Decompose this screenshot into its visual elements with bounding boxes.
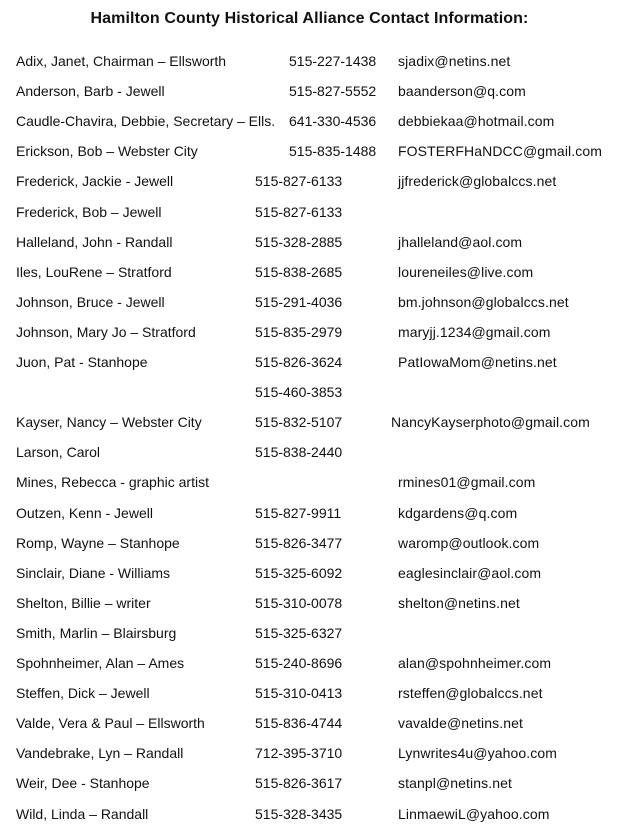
contact-phone: 515-328-3435: [255, 805, 343, 822]
contact-name: Johnson, Bruce - Jewell: [16, 293, 165, 310]
contact-email: kdgardens@q.com: [398, 504, 518, 521]
contact-row: [0, 51, 619, 81]
contact-name: Juon, Pat - Stanhope: [16, 354, 148, 370]
contact-phone: 515-826-3624: [255, 354, 343, 370]
contact-email: jjfrederick@globalccs.net: [398, 173, 557, 190]
contact-phone: 515-827-5552: [289, 83, 377, 100]
contact-row: [0, 804, 619, 834]
contact-phone: 515-838-2685: [255, 263, 343, 280]
contact-row: [0, 81, 619, 111]
contact-row: [0, 773, 619, 803]
contact-row: [0, 623, 619, 653]
contact-name: Smith, Marlin – Blairsburg: [16, 624, 177, 641]
contact-name: Larson, Carol: [16, 444, 101, 461]
contact-email: loureneiles@live.com: [398, 263, 534, 280]
contact-row: [0, 683, 619, 713]
contact-email: alan@spohnheimer.com: [398, 655, 552, 671]
contact-name: Frederick, Bob – Jewell: [16, 203, 162, 220]
contact-name: Caudle-Chavira, Debbie, Secretary – Ells.: [16, 113, 276, 130]
contact-row: [0, 472, 619, 502]
contact-phone: 515-827-6133: [255, 203, 343, 220]
contact-row: [0, 412, 619, 442]
contact-email: eaglesinclair@aol.com: [398, 564, 542, 581]
contact-email: jhalleland@aol.com: [398, 233, 523, 250]
contact-row: [0, 653, 619, 683]
contact-phone: 515-325-6327: [255, 624, 343, 641]
contact-row: [0, 593, 619, 623]
contact-phone: 515-835-1488: [289, 143, 377, 160]
contact-phone: 641-330-4536: [289, 113, 377, 130]
contact-phone: 515-310-0078: [255, 594, 343, 611]
contact-phone: 515-227-1438: [289, 53, 377, 69]
contact-email: Lynwrites4u@yahoo.com: [398, 745, 557, 762]
page-title: Hamilton County Historical Alliance Contact Information:: [90, 10, 529, 27]
contact-name: Frederick, Jackie - Jewell: [16, 173, 174, 190]
contact-name: Anderson, Barb - Jewell: [16, 83, 165, 100]
contact-name: Valde, Vera & Paul – Ellsworth: [16, 715, 205, 732]
contact-name: Mines, Rebecca - graphic artist: [16, 474, 209, 491]
contact-phone: 515-826-3477: [255, 534, 343, 551]
contact-name: Iles, LouRene – Stratford: [16, 263, 172, 280]
contact-name: Vandebrake, Lyn – Randall: [16, 745, 184, 762]
contact-phone: 515-836-4744: [255, 715, 343, 732]
contact-row: [0, 563, 619, 593]
contact-phone: 515-827-6133: [255, 173, 343, 190]
contact-row: [0, 322, 619, 352]
contact-email: shelton@netins.net: [398, 594, 520, 611]
contact-email: stanpl@netins.net: [398, 775, 512, 792]
contact-email: bm.johnson@globalccs.net: [398, 293, 569, 310]
contact-row: [0, 171, 619, 201]
contact-phone: 515-291-4036: [255, 293, 343, 310]
contact-name: Steffen, Dick – Jewell: [16, 685, 150, 702]
contact-name: Sinclair, Diane - Williams: [16, 564, 171, 581]
contact-name: Wild, Linda – Randall: [16, 805, 149, 822]
contact-email: NancyKayserphoto@gmail.com: [391, 414, 590, 431]
contact-row: [0, 141, 619, 171]
contact-email: baanderson@q.com: [398, 83, 526, 100]
contact-name: Romp, Wayne – Stanhope: [16, 534, 180, 551]
contact-email: sjadix@netins.net: [398, 53, 511, 69]
contact-phone: 515-832-5107: [255, 414, 343, 431]
contact-row: [0, 442, 619, 472]
contact-row: [0, 202, 619, 232]
contact-row: [0, 352, 619, 382]
contact-row: [0, 382, 619, 412]
contact-name: Spohnheimer, Alan – Ames: [16, 655, 185, 671]
contact-row: [0, 111, 619, 141]
contact-name: Kayser, Nancy – Webster City: [16, 414, 202, 431]
contact-email: maryjj.1234@gmail.com: [398, 323, 551, 340]
contact-phone: 515-310-0413: [255, 685, 343, 702]
contact-row: [0, 232, 619, 262]
contact-email: FOSTERFHaNDCC@gmail.com: [398, 143, 602, 160]
contact-phone: 515-328-2885: [255, 233, 343, 250]
contact-phone: 515-826-3617: [255, 775, 343, 792]
contact-row: [0, 743, 619, 773]
contact-name: Johnson, Mary Jo – Stratford: [16, 323, 196, 340]
contact-row: [0, 292, 619, 322]
contact-row: [0, 713, 619, 743]
contact-email: vavalde@netins.net: [398, 715, 523, 732]
contact-phone: 515-835-2979: [255, 323, 343, 340]
contact-row: [0, 503, 619, 533]
contact-email: LinmaewiL@yahoo.com: [398, 805, 550, 822]
contact-name: Erickson, Bob – Webster City: [16, 143, 198, 160]
contact-phone: 712-395-3710: [255, 745, 343, 762]
contact-row: [0, 533, 619, 563]
contact-row: [0, 262, 619, 292]
contact-phone: 515-240-8696: [255, 655, 343, 671]
contact-email: PatIowaMom@netins.net: [398, 354, 557, 370]
contact-name: Shelton, Billie – writer: [16, 594, 151, 611]
contact-phone: 515-827-9911: [255, 504, 342, 521]
contact-email: rsteffen@globalccs.net: [398, 685, 543, 702]
contact-name: Weir, Dee - Stanhope: [16, 775, 150, 792]
contact-name: Halleland, John - Randall: [16, 233, 173, 250]
contact-phone: 515-325-6092: [255, 564, 343, 581]
contact-email: debbiekaa@hotmail.com: [398, 113, 555, 130]
contact-name: Adix, Janet, Chairman – Ellsworth: [16, 53, 227, 69]
contact-phone: 515-838-2440: [255, 444, 343, 461]
contact-name: Outzen, Kenn - Jewell: [16, 504, 153, 521]
contact-email: waromp@outlook.com: [398, 534, 540, 551]
contact-email: rmines01@gmail.com: [398, 474, 536, 491]
contact-phone: 515-460-3853: [255, 384, 343, 401]
